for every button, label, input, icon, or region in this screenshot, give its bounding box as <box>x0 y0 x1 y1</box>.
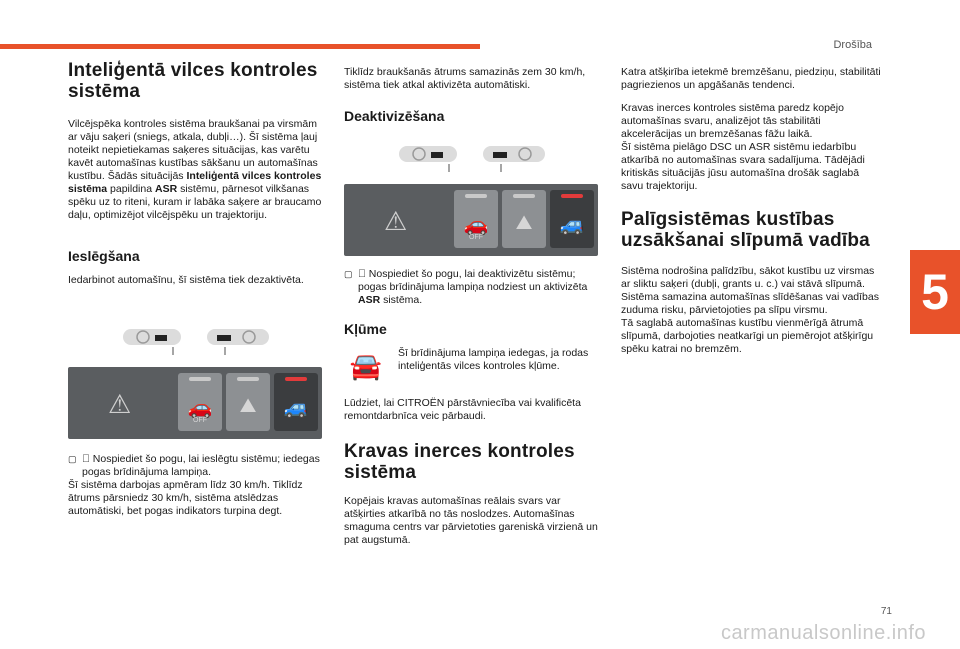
col3-p2: Kravas inerces kontroles sistēma paredz kopējo automašīnas svaru, analizējot tās stabilitāti akcelerācijas un bremzēšanas fāžu laikā. Šī sistēma pielāgo DSC un ASR sistēmu iedarbību atkarībā no automašīnas svara sadalījuma. Tādējādi kritiskās situācijās jūsu automašīna drošāk saglabā savu trajektoriju. <box>621 102 865 192</box>
heading-activation: Ieslēgšana <box>68 248 140 264</box>
bullet-marker-icon: ▢ <box>344 269 353 279</box>
title-grip-control: Inteliģentā vilces kontroles sistēma <box>68 60 318 102</box>
grip-warning-lamp-icon: 🚘 <box>349 350 383 381</box>
reactivation-text: Tiklīdz braukšanās ātrums samazinās zem 30 km/h, sistēma tiek atkal aktivizēta automātiski. <box>344 66 586 91</box>
grip-control-button[interactable] <box>550 190 594 248</box>
switch-panel <box>344 184 598 256</box>
car-switch-icon <box>121 323 271 359</box>
title-load-inertia: Kravas inerces kontroles sistēma <box>344 441 575 483</box>
col3-p3: Sistēma nodrošina palīdzību, sākot kustību uz virsmas ar sliktu saķeri (dubļi, grants u. c.) vai stāvā slīpumā. Sistēma samazina automašīnas slīdēšanas vai vadības zuduma risku, pārvietojoties pa slīpu virsmu. Tā saglabā automašīnas kustību vienmērīgā ātrumā slīpumā, darbojoties neatkarīgi un piemērojot atšķirīgu spēku katrai no bremzēm. <box>621 265 879 355</box>
grip-control-icon: 🚙 <box>283 397 309 419</box>
esp-off-icon: 🚗 <box>463 214 489 236</box>
hazard-icon: ⚠ <box>108 389 132 419</box>
column-3 <box>621 66 881 366</box>
esp-off-button[interactable] <box>178 373 222 431</box>
chapter-tab: 5 <box>910 250 960 334</box>
hill-descent-icon: ⛰ <box>239 395 257 417</box>
activation-bullet: ▢ Nospiediet šo pogu, lai ieslēgtu sistēmu; iedegas pogas brīdinājuma lampiņa. <box>68 453 320 478</box>
off-label: OFF <box>193 417 207 424</box>
column-2 <box>344 66 600 557</box>
watermark: carmanualsonline.info <box>720 622 926 644</box>
activation-after: Šī sistēma darbojas apmēram līdz 30 km/h. Tiklīdz ātrums pārsniedz 30 km/h, sistēma atslēdzas automātiski, bet pogas indikators turpina degt. <box>68 479 303 517</box>
intro-text-a: Vilcējspēka kontroles sistēma braukšanai pa virsmām ar vāju saķeri (sniegs, atkala, dubļi…). Šī sistēma ļauj noteikt nepietiekamas saķeres situācijas, kas varētu kavēt automašīnas kustības sākšanu un automašīnas kustību. Šādās situācijās <box>68 118 318 182</box>
fault-text: Šī brīdinājuma lampiņa iedegas, ja rodas inteliģentās vilces kontroles kļūme. <box>398 347 589 372</box>
intro-text-c: sistēmu, pārnesot vilkšanas spēku uz to riteni, kuram ir labāka saķere ar braucamo daļu, optimizējot vilcējspēku un trajektoriju. <box>68 183 322 221</box>
grip-intro <box>68 118 324 222</box>
hill-descent-button[interactable] <box>226 373 270 431</box>
switch-panel <box>68 367 322 439</box>
grip-control-button[interactable] <box>274 373 318 431</box>
grip-control-icon: 🚙 <box>559 214 585 236</box>
hill-descent-icon: ⛰ <box>515 212 533 234</box>
esp-off-icon: 🚗 <box>187 397 213 419</box>
fault-row <box>344 347 600 385</box>
inertia-text: Kopējais kravas automašīnas reālais svars var atšķirties atkarībā no tās noslodzes. Automašīnas smaguma centrs var pārvietoties gareniskā virzienā un pat augstumā. <box>344 495 598 546</box>
activation-text: Iedarbinot automašīnu, šī sistēma tiek dezaktivēta. <box>68 274 304 286</box>
fault-after: Lūdziet, lai CITROËN pārstāvniecība vai kvalificēta remontdarbnīca veic pārbaudi. <box>344 397 581 422</box>
intro-text-b: papildina <box>107 183 155 195</box>
page-number: 71 <box>880 606 892 617</box>
hill-descent-button[interactable] <box>502 190 546 248</box>
heading-fault: Kļūme <box>344 321 387 337</box>
title-hill-assist: Palīgsistēmas kustības uzsākšanai slīpumā vadība <box>621 209 870 251</box>
esp-off-button[interactable] <box>454 190 498 248</box>
section-label: Drošība <box>833 39 872 51</box>
header-accent-bar <box>0 44 480 49</box>
deactivation-bullet: ▢ Nospiediet šo pogu, lai deaktivizētu sistēmu; pogas brīdinājuma lampiņa nodziest un aktivizēta ASR sistēma. <box>344 268 588 306</box>
intro-asr: ASR <box>154 183 178 195</box>
heading-deactivation: Deaktivizēšana <box>344 108 445 124</box>
bullet-marker-icon: ▢ <box>68 454 77 464</box>
car-switch-icon <box>397 140 547 176</box>
intro-bold: Inteliģentā vilces kontroles sistēma <box>68 170 322 195</box>
col3-p1: Katra atšķirība ietekmē bremzēšanu, piedziņu, stabilitāti pagriezienos un apgāšanās tendenci. <box>621 66 881 91</box>
column-1 <box>68 60 324 528</box>
hazard-icon: ⚠ <box>384 206 408 236</box>
off-label: OFF <box>469 234 483 241</box>
